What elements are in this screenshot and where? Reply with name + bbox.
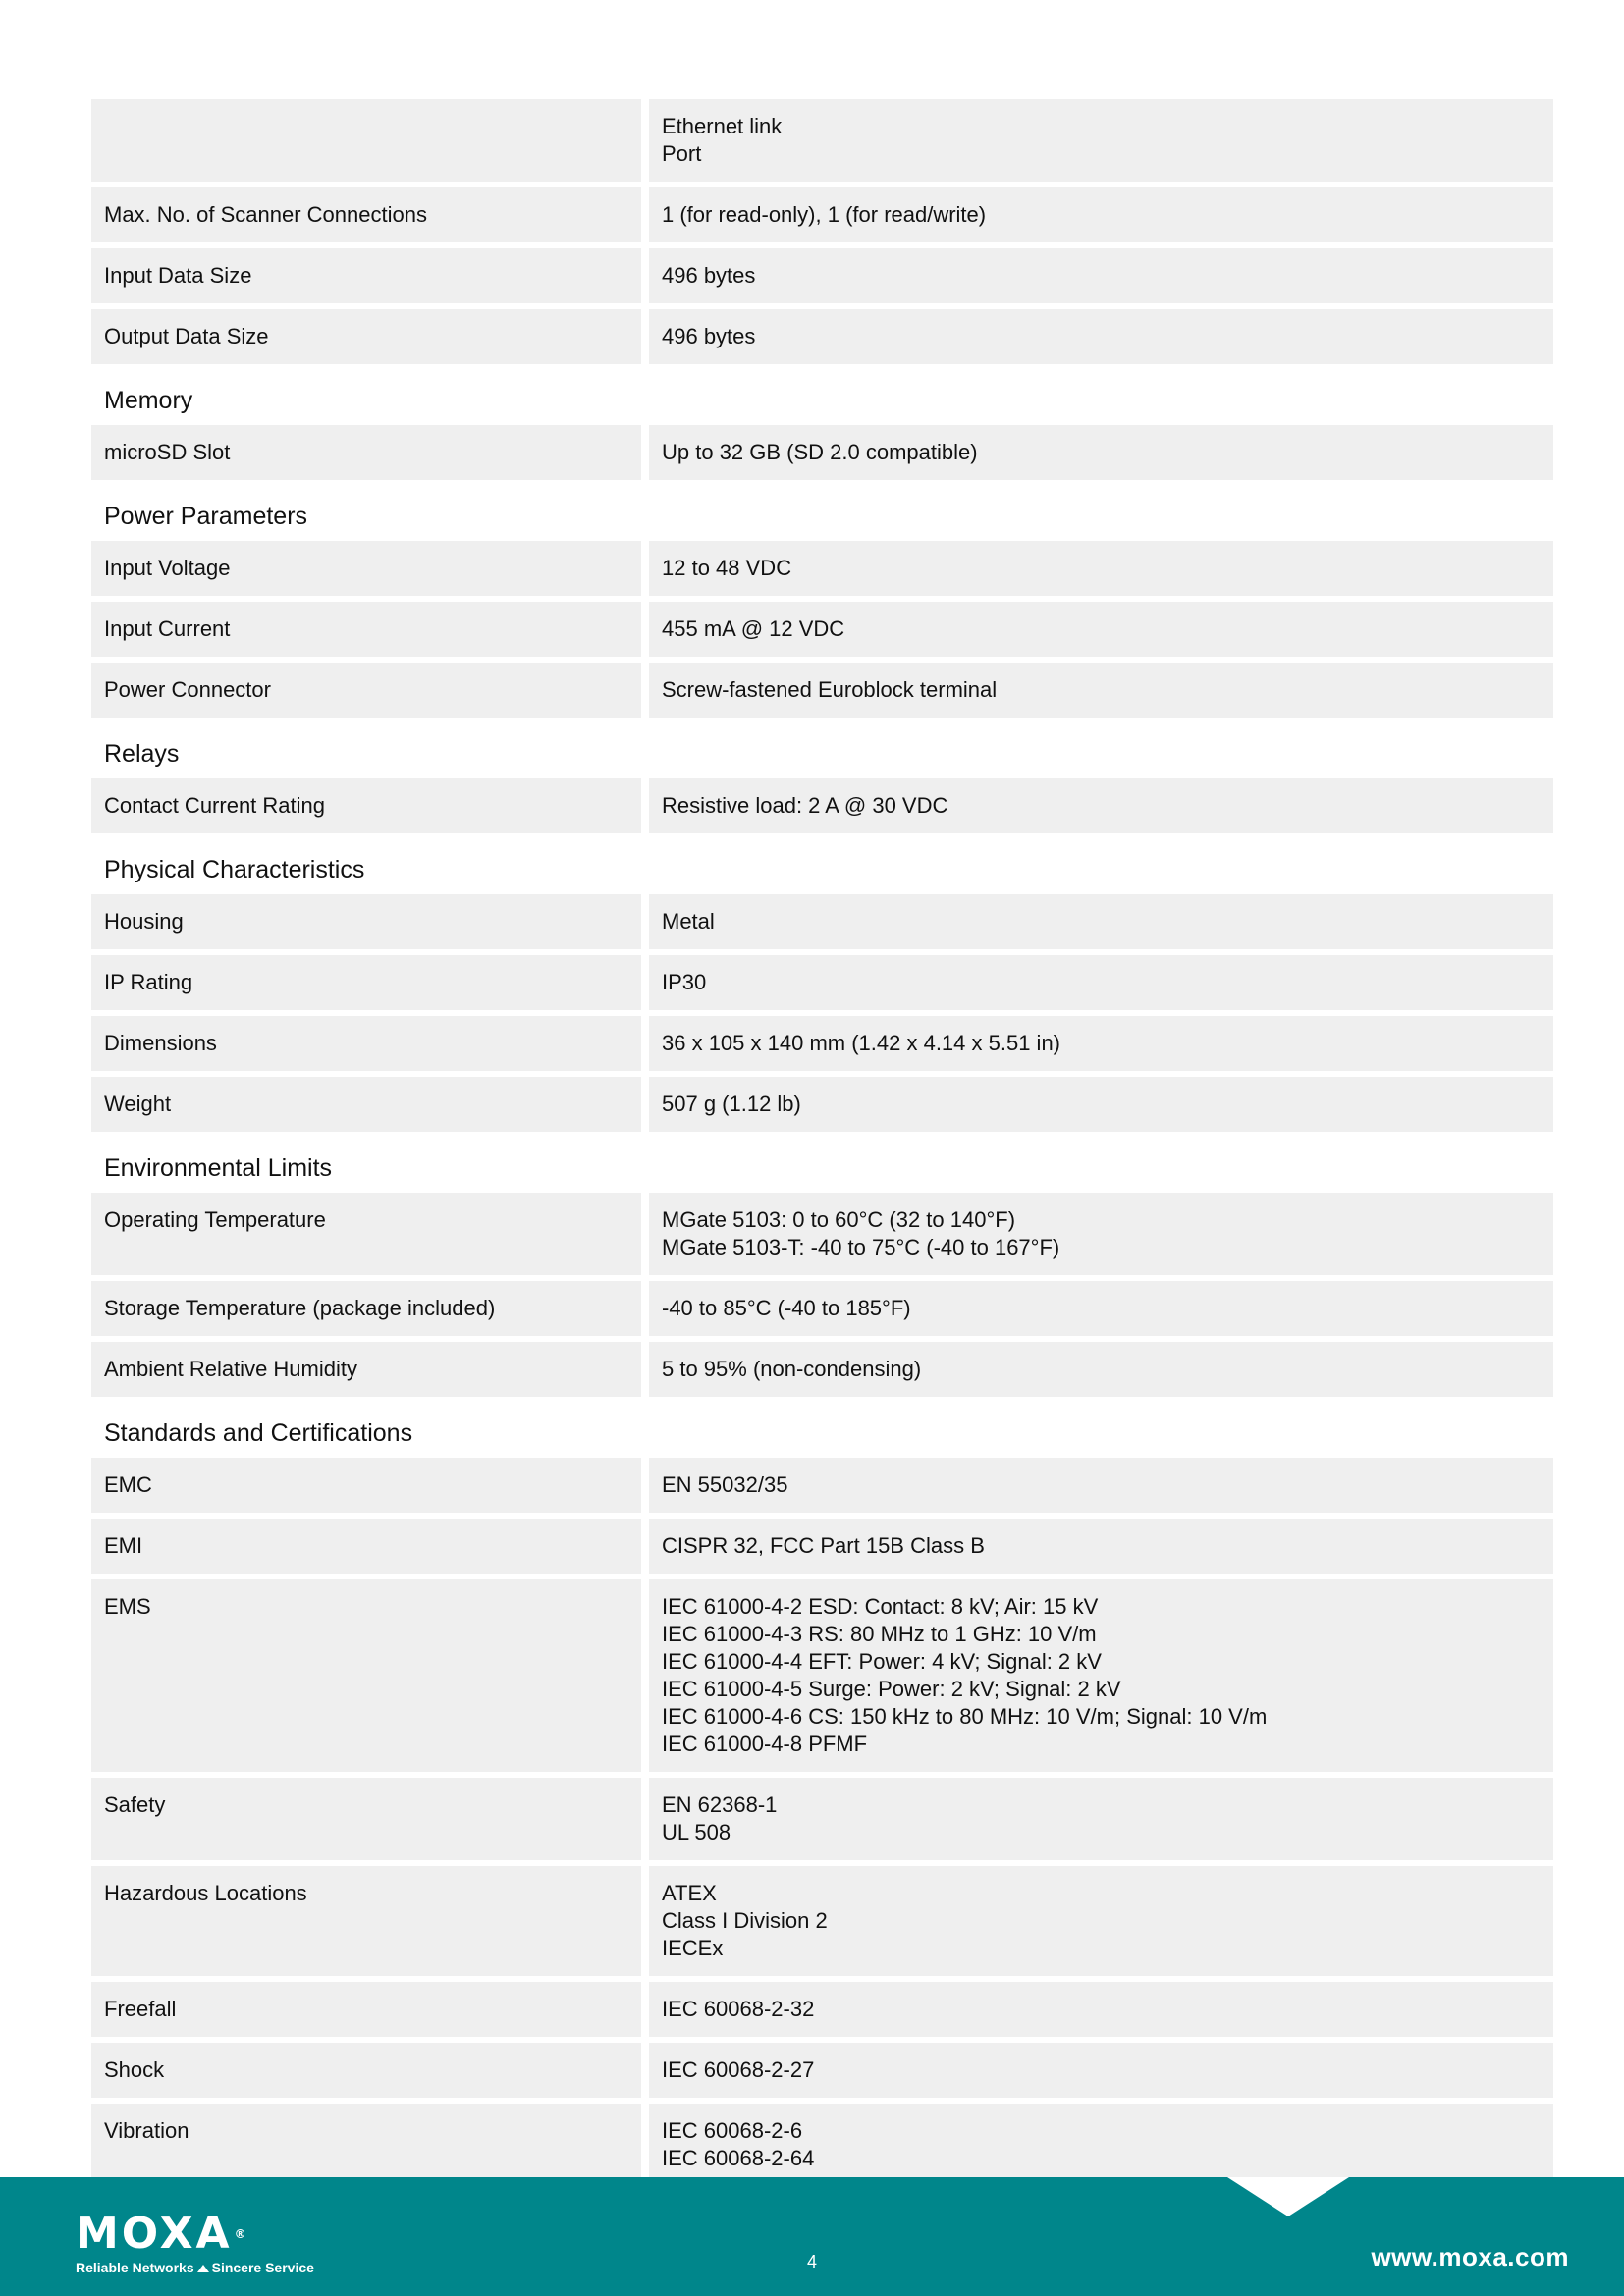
spec-value bbox=[649, 663, 1553, 718]
spec-value bbox=[649, 894, 1553, 949]
spec-label: Output Data Size bbox=[91, 309, 641, 364]
tagline-left: Reliable Networks bbox=[76, 2260, 194, 2275]
section-title: Physical Characteristics bbox=[104, 856, 365, 883]
spec-value-line: EN 55032/35 bbox=[662, 1472, 788, 1497]
spec-value bbox=[649, 187, 1553, 242]
spec-row bbox=[91, 1982, 1553, 2037]
spec-value bbox=[649, 778, 1553, 833]
spec-row bbox=[91, 1778, 1553, 1860]
spec-label: EMI bbox=[91, 1519, 641, 1574]
spec-value-line: ATEX bbox=[662, 1881, 717, 1905]
spec-row bbox=[91, 1193, 1553, 1275]
spec-value-line: 5 to 95% (non-condensing) bbox=[662, 1357, 922, 1381]
spec-label: Input Current bbox=[91, 602, 641, 657]
spec-row bbox=[91, 541, 1553, 596]
spec-row bbox=[91, 778, 1553, 833]
spec-label: Shock bbox=[91, 2043, 641, 2098]
spec-value bbox=[649, 1193, 1553, 1275]
spec-label: Weight bbox=[91, 1077, 641, 1132]
spec-value-line: IECEx bbox=[662, 1936, 724, 1960]
spec-row bbox=[91, 663, 1553, 718]
section-title: Memory bbox=[104, 387, 193, 414]
spec-value-line: IEC 61000-4-3 RS: 80 MHz to 1 GHz: 10 V/m bbox=[662, 1622, 1097, 1646]
spec-value-line: IEC 60068-2-6 bbox=[662, 2118, 803, 2143]
spec-value-line: Class I Division 2 bbox=[662, 1908, 828, 1933]
spec-row bbox=[91, 2043, 1553, 2098]
footer-notch bbox=[1227, 2177, 1349, 2216]
spec-value-line: Resistive load: 2 A @ 30 VDC bbox=[662, 793, 948, 818]
website-link[interactable]: www.moxa.com bbox=[1371, 2242, 1569, 2271]
spec-value bbox=[649, 955, 1553, 1010]
spec-label: microSD Slot bbox=[91, 425, 641, 480]
spec-value bbox=[649, 1458, 1553, 1513]
footer-bar bbox=[0, 2177, 1624, 2296]
spec-value-line: IP30 bbox=[662, 970, 707, 994]
spec-row bbox=[91, 2104, 1553, 2186]
spec-value-line: 507 g (1.12 lb) bbox=[662, 1092, 801, 1116]
spec-value bbox=[649, 1281, 1553, 1336]
spec-value-line: 1 (for read-only), 1 (for read/write) bbox=[662, 202, 987, 227]
section-title: Power Parameters bbox=[104, 503, 308, 530]
spec-value-line: 12 to 48 VDC bbox=[662, 556, 792, 580]
page-number: 4 bbox=[806, 2252, 817, 2271]
spec-value-line: MGate 5103: 0 to 60°C (32 to 140°F) bbox=[662, 1207, 1016, 1232]
logo-registered-mark: ® bbox=[234, 2227, 249, 2241]
spec-row bbox=[91, 1281, 1553, 1336]
spec-label: Input Data Size bbox=[91, 248, 641, 303]
spec-value-line: Ethernet link bbox=[662, 114, 783, 138]
spec-row bbox=[91, 1579, 1553, 1772]
spec-label: Freefall bbox=[91, 1982, 641, 2037]
spec-value bbox=[649, 1016, 1553, 1071]
spec-value-line: IEC 61000-4-4 EFT: Power: 4 kV; Signal: 2 kV bbox=[662, 1649, 1102, 1674]
spec-value bbox=[649, 248, 1553, 303]
spec-value-line: IEC 61000-4-2 ESD: Contact: 8 kV; Air: 15 kV bbox=[662, 1594, 1099, 1619]
spec-value-line: Metal bbox=[662, 909, 715, 934]
tagline-right: Sincere Service bbox=[211, 2260, 314, 2275]
spec-value-line: -40 to 85°C (-40 to 185°F) bbox=[662, 1296, 911, 1320]
spec-value-line: 496 bytes bbox=[662, 324, 756, 348]
spec-label: Operating Temperature bbox=[91, 1193, 641, 1275]
spec-value-line: MGate 5103-T: -40 to 75°C (-40 to 167°F) bbox=[662, 1235, 1060, 1259]
spec-value-line: Port bbox=[662, 141, 702, 166]
spec-value bbox=[649, 1982, 1553, 2037]
spec-row bbox=[91, 99, 1553, 182]
spec-label: Power Connector bbox=[91, 663, 641, 718]
section-title: Relays bbox=[104, 740, 180, 768]
logo-wordmark: MOXA ® bbox=[76, 2209, 249, 2259]
spec-row bbox=[91, 894, 1553, 949]
spec-row bbox=[91, 1016, 1553, 1071]
spec-label: Input Voltage bbox=[91, 541, 641, 596]
spec-value bbox=[649, 99, 1553, 182]
spec-label: Dimensions bbox=[91, 1016, 641, 1071]
spec-value-line: 36 x 105 x 140 mm (1.42 x 4.14 x 5.51 in) bbox=[662, 1031, 1061, 1055]
spec-value-line: 496 bytes bbox=[662, 263, 756, 288]
spec-value-line: Up to 32 GB (SD 2.0 compatible) bbox=[662, 440, 978, 464]
spec-row bbox=[91, 602, 1553, 657]
spec-row bbox=[91, 955, 1553, 1010]
spec-value bbox=[649, 1579, 1553, 1772]
spec-label: EMS bbox=[91, 1579, 641, 1772]
spec-value-line: IEC 61000-4-8 PFMF bbox=[662, 1732, 868, 1756]
spec-value bbox=[649, 602, 1553, 657]
spec-label: Housing bbox=[91, 894, 641, 949]
spec-label: Safety bbox=[91, 1778, 641, 1860]
spec-value bbox=[649, 2043, 1553, 2098]
spec-row bbox=[91, 1866, 1553, 1976]
spec-value-line: IEC 61000-4-6 CS: 150 kHz to 80 MHz: 10 V/m; Signal: 10 V/m bbox=[662, 1704, 1268, 1729]
spec-value bbox=[649, 1077, 1553, 1132]
spec-label: IP Rating bbox=[91, 955, 641, 1010]
spec-value bbox=[649, 1866, 1553, 1976]
spec-value bbox=[649, 541, 1553, 596]
spec-row bbox=[91, 1077, 1553, 1132]
spec-label: Max. No. of Scanner Connections bbox=[91, 187, 641, 242]
spec-value bbox=[649, 425, 1553, 480]
section-title: Standards and Certifications bbox=[104, 1419, 413, 1447]
spec-value-line: IEC 60068-2-27 bbox=[662, 2057, 815, 2082]
spec-value-line: EN 62368-1 bbox=[662, 1792, 778, 1817]
spec-label: EMC bbox=[91, 1458, 641, 1513]
spec-value bbox=[649, 309, 1553, 364]
spec-row bbox=[91, 248, 1553, 303]
spec-value bbox=[649, 1778, 1553, 1860]
spec-row bbox=[91, 1458, 1553, 1513]
spec-label: Ambient Relative Humidity bbox=[91, 1342, 641, 1397]
spec-value bbox=[649, 2104, 1553, 2186]
spec-value-line: Screw-fastened Euroblock terminal bbox=[662, 677, 998, 702]
spec-label: Hazardous Locations bbox=[91, 1866, 641, 1976]
spec-label bbox=[91, 99, 641, 182]
spec-value-line: CISPR 32, FCC Part 15B Class B bbox=[662, 1533, 985, 1558]
spec-label: Contact Current Rating bbox=[91, 778, 641, 833]
spec-value-line: 455 mA @ 12 VDC bbox=[662, 616, 845, 641]
spec-row bbox=[91, 425, 1553, 480]
spec-value-line: IEC 61000-4-5 Surge: Power: 2 kV; Signal: 2 kV bbox=[662, 1677, 1121, 1701]
spec-row bbox=[91, 309, 1553, 364]
spec-value bbox=[649, 1519, 1553, 1574]
section-title: Environmental Limits bbox=[104, 1154, 333, 1182]
spec-value-line: IEC 60068-2-32 bbox=[662, 1997, 815, 2021]
spec-row bbox=[91, 187, 1553, 242]
spec-value-line: UL 508 bbox=[662, 1820, 731, 1844]
spec-row bbox=[91, 1519, 1553, 1574]
spec-table bbox=[91, 99, 1553, 2192]
spec-row bbox=[91, 1342, 1553, 1397]
spec-label: Storage Temperature (package included) bbox=[91, 1281, 641, 1336]
spec-label: Vibration bbox=[91, 2104, 641, 2186]
spec-value-line: IEC 60068-2-64 bbox=[662, 2146, 815, 2170]
spec-value bbox=[649, 1342, 1553, 1397]
